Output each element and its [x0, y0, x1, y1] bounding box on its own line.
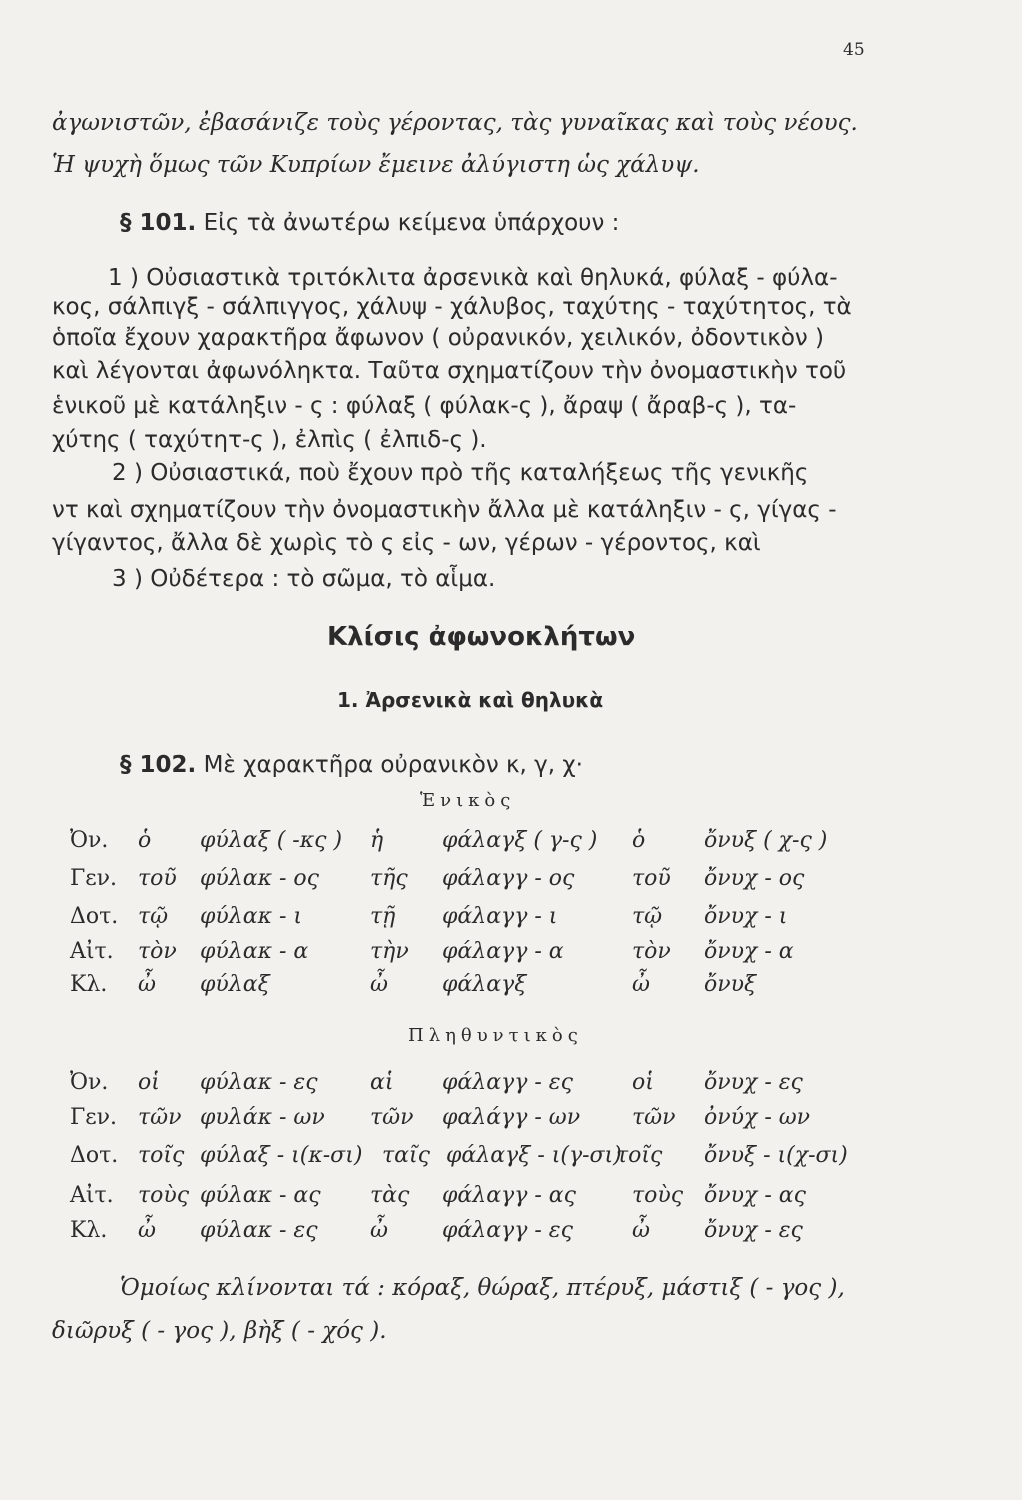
article: τῶν — [370, 1105, 414, 1130]
article: τῶν — [632, 1105, 676, 1130]
form-onyx: ὄνυξ - ι(χ-σι) — [704, 1143, 848, 1168]
s101-p2-line: γίγαντος, ἄλλα δὲ χωρὶς τὸ ς εἰς - ων, γέρων - γέροντος, καὶ — [52, 530, 761, 556]
article: ὦ — [138, 972, 156, 997]
form-phalanx: φάλαγγ - α — [442, 939, 564, 964]
s101-p1-line: 1 ) Οὐσιαστικὰ τριτόκλιτα ἀρσενικὰ καὶ θηλυκά, φύλαξ - φύλα- — [108, 265, 838, 291]
form-onyx: ὄνυχ - α — [704, 939, 794, 964]
s101-p1-line: καὶ λέγονται ἀφωνόληκτα. Ταῦτα σχηματίζουν τὴν ὀνομαστικὴν τοῦ — [52, 358, 847, 384]
form-phylax: φύλαξ ( -κς ) — [200, 828, 343, 853]
article: ἡ — [370, 828, 384, 853]
subsection-title: 1. Ἀρσενικὰ καὶ θηλυκὰ — [337, 688, 604, 712]
article: ὦ — [138, 1218, 156, 1243]
section-101 — [120, 210, 619, 236]
article: τὸν — [632, 939, 671, 964]
form-onyx: ὀνύχ - ων — [704, 1105, 811, 1130]
article: τοῖς — [138, 1143, 185, 1168]
form-phylax: φύλαξ — [200, 972, 270, 997]
s101-p1-line: ὁποῖα ἔχουν χαρακτῆρα ἄφωνον ( οὐρανικόν, χειλικόν, ὀδοντικὸν ) — [52, 325, 825, 351]
section-101-text: Εἰς τὰ ἀνωτέρω κείμενα ὑπάρχουν : — [203, 210, 620, 236]
form-onyx: ὄνυχ - ες — [704, 1218, 803, 1243]
article: ὦ — [632, 972, 650, 997]
form-onyx: ὄνυχ - ος — [704, 866, 805, 891]
form-phalanx: φάλαγξ - ι(γ-σι) — [446, 1143, 622, 1168]
section-102 — [120, 752, 583, 778]
article: τοὺς — [632, 1183, 684, 1208]
case-label: Αἰτ. — [70, 1183, 114, 1208]
article: τῶν — [138, 1105, 182, 1130]
form-onyx: ὄνυχ - ες — [704, 1070, 803, 1095]
article: τῇ — [370, 904, 396, 929]
form-phylax: φυλάκ - ων — [200, 1105, 325, 1130]
article: τοῖς — [616, 1143, 663, 1168]
form-phalanx: φαλάγγ - ων — [442, 1105, 581, 1130]
form-phylax: φύλακ - ες — [200, 1218, 318, 1243]
article: ταῖς — [382, 1143, 430, 1168]
intro-line-1: ἀγωνιστῶν, ἐβασάνιζε τοὺς γέροντας, τὰς γυναῖκας καὶ τοὺς νέους. — [52, 110, 858, 136]
case-label: Ὀν. — [70, 1070, 109, 1095]
article: ὦ — [632, 1218, 650, 1243]
article: τὴν — [370, 939, 409, 964]
article: ὦ — [370, 972, 388, 997]
intro-line-2: Ἡ ψυχὴ ὅμως τῶν Κυπρίων ἔμεινε ἀλύγιστη ὡς χάλυψ. — [52, 152, 700, 178]
case-label: Αἰτ. — [70, 939, 114, 964]
section-102-text: Μὲ χαρακτῆρα οὐρανικὸν κ, γ, χ· — [203, 752, 583, 778]
form-onyx: ὄνυχ - ας — [704, 1183, 806, 1208]
s101-p2-line: ντ καὶ σχηματίζουν τὴν ὀνομαστικὴν ἄλλα μὲ κατάληξιν - ς, γίγας - — [52, 497, 837, 523]
s101-p2-line: 2 ) Οὐσιαστικά, ποὺ ἔχουν πρὸ τῆς καταλήξεως τῆς γενικῆς — [112, 460, 809, 486]
article: τῷ — [138, 904, 169, 929]
form-phalanx: φάλαγγ - ες — [442, 1070, 573, 1095]
form-onyx: ὄνυχ - ι — [704, 904, 788, 929]
article: ὁ — [632, 828, 646, 853]
form-phalanx: φάλαγξ — [442, 972, 527, 997]
singular-label: Ἑνικὸς — [420, 790, 516, 811]
article: αἱ — [370, 1070, 394, 1095]
article: τοῦ — [632, 866, 671, 891]
section-101-mark: § 101. — [120, 210, 197, 236]
article: τῷ — [632, 904, 663, 929]
form-phylax: φύλακ - ος — [200, 866, 319, 891]
article: τὰς — [370, 1183, 410, 1208]
closing-line-2: διῶρυξ ( - γος ), βὴξ ( - χός ). — [52, 1318, 387, 1344]
case-label: Κλ. — [70, 972, 108, 997]
form-phalanx: φάλαγξ ( γ-ς ) — [442, 828, 598, 853]
form-phalanx: φάλαγγ - ες — [442, 1218, 573, 1243]
form-phylax: φύλακ - ι — [200, 904, 303, 929]
case-label: Γεν. — [70, 866, 118, 891]
section-title: Κλίσις ἀφωνοκλήτων — [327, 622, 636, 652]
form-phalanx: φάλαγγ - ι — [442, 904, 558, 929]
form-phalanx: φάλαγγ - ας — [442, 1183, 576, 1208]
article: οἱ — [138, 1070, 160, 1095]
article: οἱ — [632, 1070, 654, 1095]
form-phylax: φύλακ - ες — [200, 1070, 318, 1095]
section-102-mark: § 102. — [120, 752, 197, 778]
case-label: Κλ. — [70, 1218, 108, 1243]
s101-p1-line: χύτης ( ταχύτητ-ς ), ἐλπὶς ( ἐλπιδ-ς ). — [52, 427, 487, 453]
case-label: Δοτ. — [70, 904, 119, 929]
form-phylax: φύλαξ - ι(κ-σι) — [200, 1143, 363, 1168]
form-onyx: ὄνυξ ( χ-ς ) — [704, 828, 828, 853]
closing-line-1: Ὁμοίως κλίνονται τά : κόραξ, θώραξ, πτέρυξ, μάστιξ ( - γος ), — [120, 1275, 845, 1301]
article: τὸν — [138, 939, 177, 964]
form-phylax: φύλακ - α — [200, 939, 309, 964]
s101-p1-line: κος, σάλπιγξ - σάλπιγγος, χάλυψ - χάλυβος, ταχύτης - ταχύτητος, τὰ — [52, 294, 852, 320]
case-label: Ὀν. — [70, 828, 109, 853]
form-phalanx: φάλαγγ - ος — [442, 866, 575, 891]
page-number: 45 — [843, 40, 865, 60]
case-label: Γεν. — [70, 1105, 118, 1130]
article: τοὺς — [138, 1183, 190, 1208]
form-phylax: φύλακ - ας — [200, 1183, 321, 1208]
form-onyx: ὄνυξ — [704, 972, 757, 997]
article: τῆς — [370, 866, 408, 891]
case-label: Δοτ. — [70, 1143, 119, 1168]
article: τοῦ — [138, 866, 177, 891]
plural-label: Πληθυντικὸς — [408, 1025, 583, 1046]
article: ὁ — [138, 828, 152, 853]
s101-p1-line: ἑνικοῦ μὲ κατάληξιν - ς : φύλαξ ( φύλακ-ς ), ἄραψ ( ἄραβ-ς ), τα- — [52, 393, 797, 419]
article: ὦ — [370, 1218, 388, 1243]
s101-p3: 3 ) Οὐδέτερα : τὸ σῶμα, τὸ αἷμα. — [112, 566, 496, 592]
